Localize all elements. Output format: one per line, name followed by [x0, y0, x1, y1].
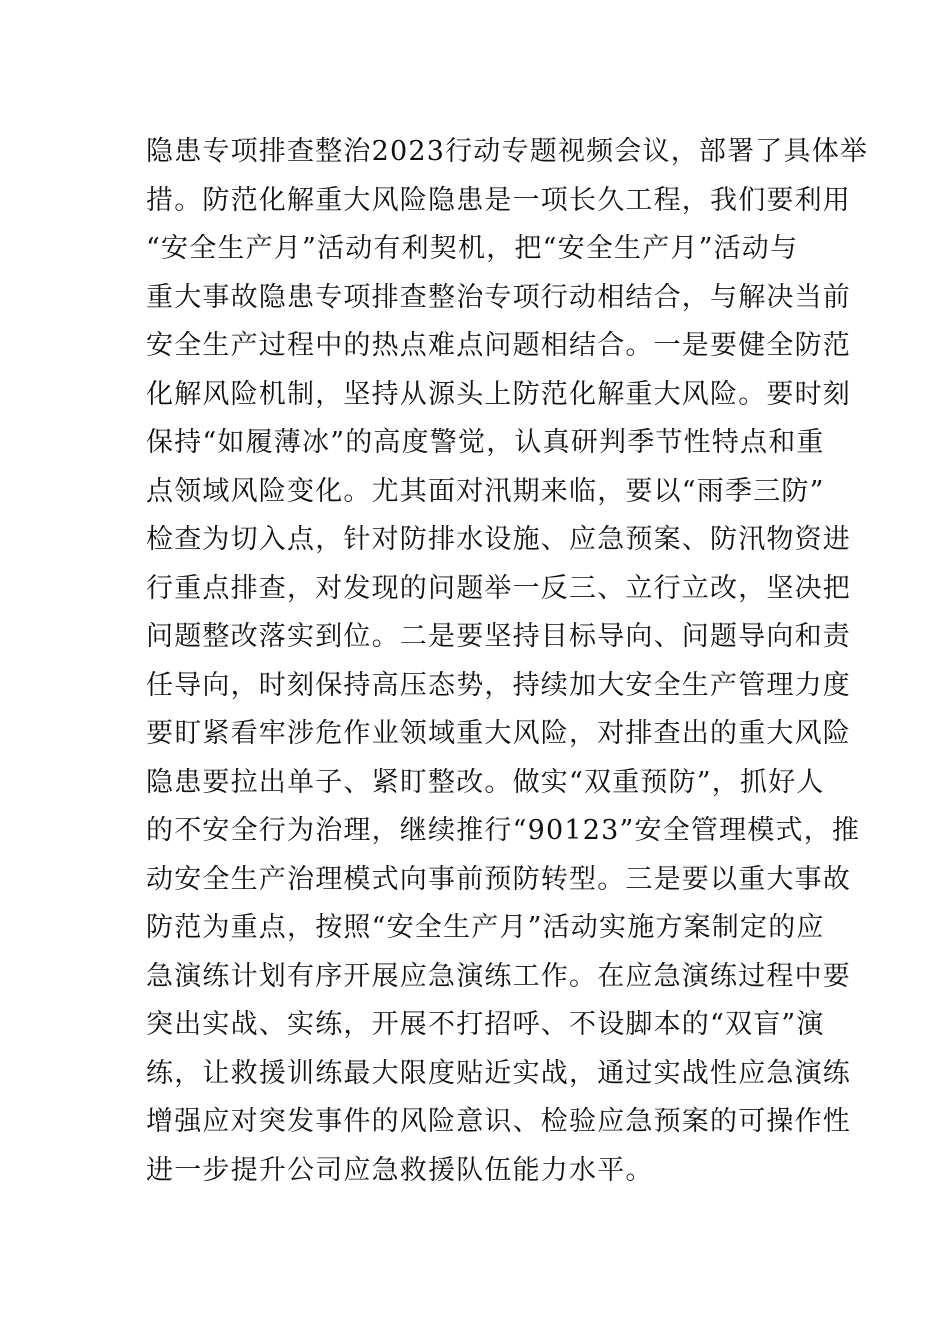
text-line: 防范为重点，按照“安全生产月”活动实施方案制定的应 — [146, 912, 825, 943]
text-line: 进一步提升公司应急救援队伍能力水平。 — [146, 1154, 654, 1186]
text-line: 隐患要拉出单子、紧盯整改。做实“双重预防”，抓好人 — [146, 766, 825, 798]
text-line: 检查为切入点，针对防排水设施、应急预案、防汛物资进 — [146, 524, 851, 555]
text-line: 措。防范化解重大风险隐患是一项长久工程，我们要利用 — [146, 184, 851, 216]
text-line: 增强应对突发事件的风险意识、检验应急预案的可操作性 — [146, 1106, 851, 1137]
text-line: 问题整改落实到位。二是要坚持目标导向、问题导向和责 — [146, 621, 851, 652]
text-line: 行重点排查，对发现的问题举一反三、立行立改，坚决把 — [146, 572, 851, 604]
text-line: 练，让救援训练最大限度贴近实战，通过实战性应急演练 — [146, 1057, 851, 1089]
text-line: 任导向，时刻保持高压态势，持续加大安全生产管理力度 — [146, 669, 851, 701]
text-line: 保持“如履薄冰”的高度警觉，认真研判季节性特点和重 — [146, 427, 825, 458]
text-line: 点领域风险变化。尤其面对汛期来临，要以“雨季三防” — [146, 475, 825, 507]
text-line: 安全生产过程中的热点难点问题相结合。一是要健全防范 — [146, 330, 851, 361]
text-line: “安全生产月”活动有利契机，把“安全生产月”活动与 — [146, 233, 799, 264]
text-line: 隐患专项排查整治2023行动专题视频会议，部署了具体举 — [146, 136, 869, 167]
text-line: 急演练计划有序开展应急演练工作。在应急演练过程中要 — [146, 960, 851, 992]
text-line: 动安全生产治理模式向事前预防转型。三是要以重大事故 — [146, 863, 851, 895]
text-line: 要盯紧看牢涉危作业领域重大风险，对排查出的重大风险 — [146, 718, 851, 749]
text-line: 化解风险机制，坚持从源头上防范化解重大风险。要时刻 — [146, 378, 851, 410]
text-line: 突出实战、实练，开展不打招呼、不设脚本的“双盲”演 — [146, 1009, 825, 1040]
text-line: 重大事故隐患专项排查整治专项行动相结合，与解决当前 — [146, 281, 851, 313]
text-line: 的不安全行为治理，继续推行“90123”安全管理模式，推 — [146, 815, 861, 846]
body-paragraph — [146, 128, 869, 1195]
